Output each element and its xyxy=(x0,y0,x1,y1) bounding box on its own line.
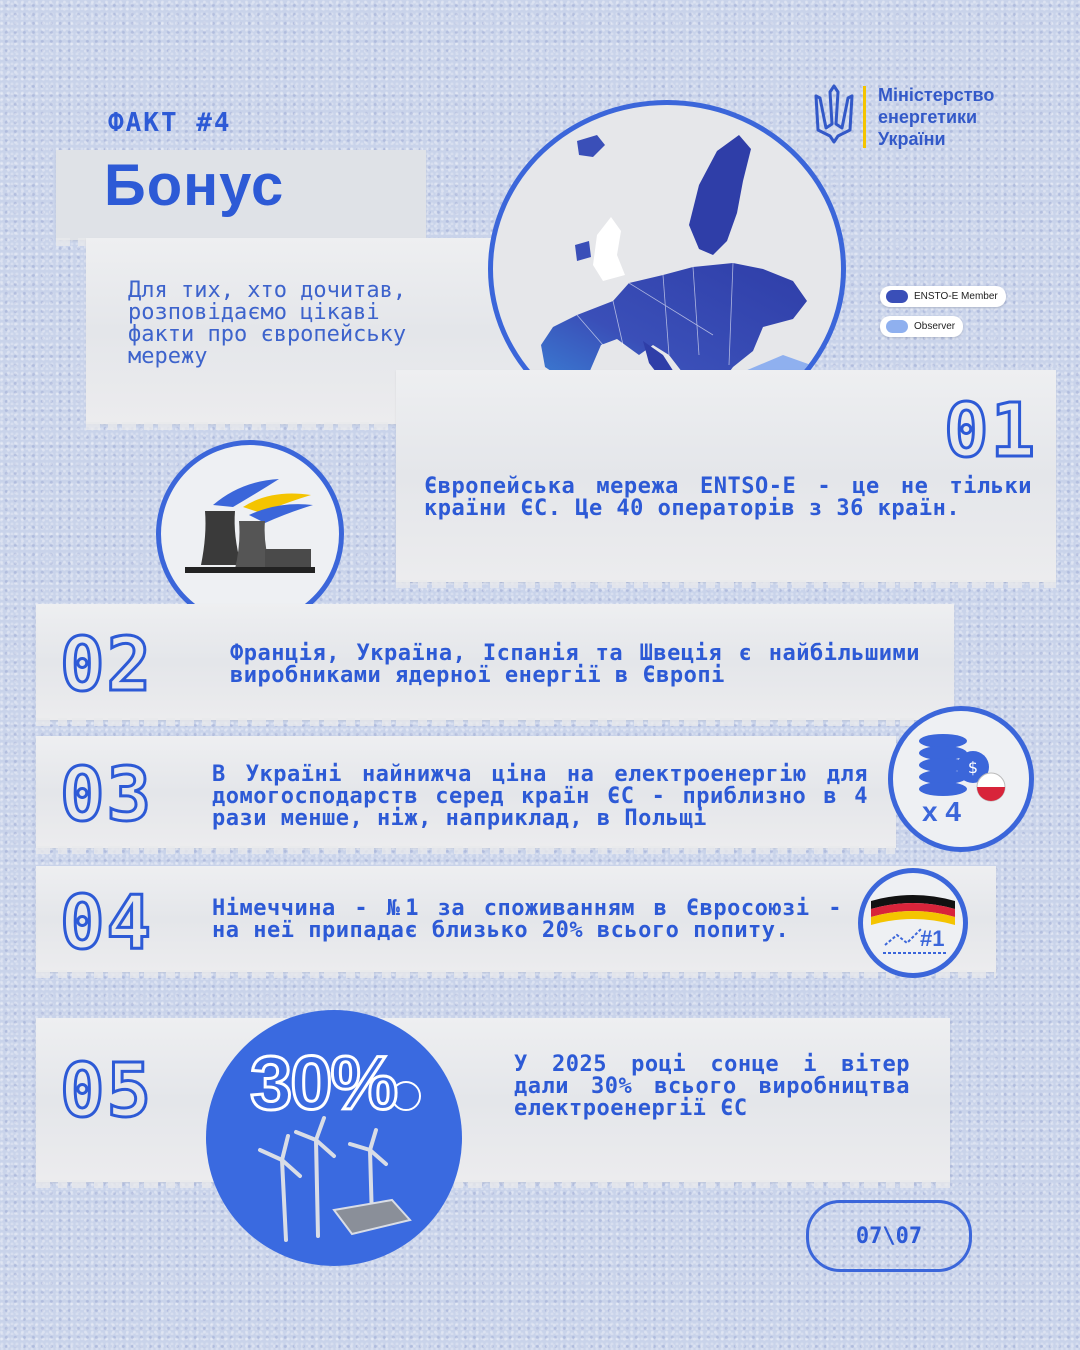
ministry-name xyxy=(878,84,994,150)
svg-text:$: $ xyxy=(967,758,979,777)
logo-divider xyxy=(863,86,866,148)
fact-2-text: Франція, Україна, Іспанія та Швеція є найбільшими виробниками ядерної енергії в Європі xyxy=(230,641,920,688)
fact-1-text: Європейська мережа ENTSO-E - це не тільки країни ЄС. Це 40 операторів з 36 країн. xyxy=(424,474,1032,521)
fact-3-number: 03 xyxy=(60,752,154,838)
legend-member xyxy=(880,286,1006,307)
ministry-line-2: енергетики xyxy=(878,107,978,127)
x4-badge: x 4 xyxy=(922,796,961,827)
fact-3-text: В Україні найнижча ціна на електроенергію для домогосподарств серед країн ЄС - приблизно в 4 рази менше, ніж, наприклад, в Польщі xyxy=(212,762,868,831)
fact-tag: ФАКТ #4 xyxy=(108,108,232,138)
trident-icon xyxy=(814,84,854,144)
rank-badge: #1 xyxy=(920,926,945,951)
fact-2-number: 02 xyxy=(60,622,154,708)
germany-flag-icon xyxy=(858,868,968,978)
fact-5-number: 05 xyxy=(60,1048,154,1134)
legend-observer xyxy=(880,316,963,337)
page-title: Бонус xyxy=(104,153,285,218)
coins-icon xyxy=(888,706,1034,852)
fact-4-text: Німеччина - №1 за споживанням в Євросоюзі - на неї припадає близько 20% всього попиту. xyxy=(212,896,842,943)
legend-member-swatch xyxy=(886,290,908,303)
page-indicator: 07\07 xyxy=(806,1200,972,1272)
fact-1-number: 01 xyxy=(944,388,1038,474)
intro-text: Для тих, хто дочитав, розповідаємо цікаві факти про європейську мережу xyxy=(128,278,407,369)
ministry-line-3: України xyxy=(878,129,946,149)
percent-badge: 30% xyxy=(250,1041,397,1126)
legend-observer-label: Observer xyxy=(914,321,956,332)
fact-4-number: 04 xyxy=(60,880,154,966)
fact-5-text: У 2025 році сонце і вітер дали 30% всього виробництва електроенергії ЄС xyxy=(514,1052,910,1121)
nuclear-plant-icon xyxy=(156,440,344,628)
legend-member-label: ENSTO-E Member xyxy=(914,291,998,302)
legend-observer-swatch xyxy=(886,320,908,333)
ministry-line-1: Міністерство xyxy=(878,85,995,105)
